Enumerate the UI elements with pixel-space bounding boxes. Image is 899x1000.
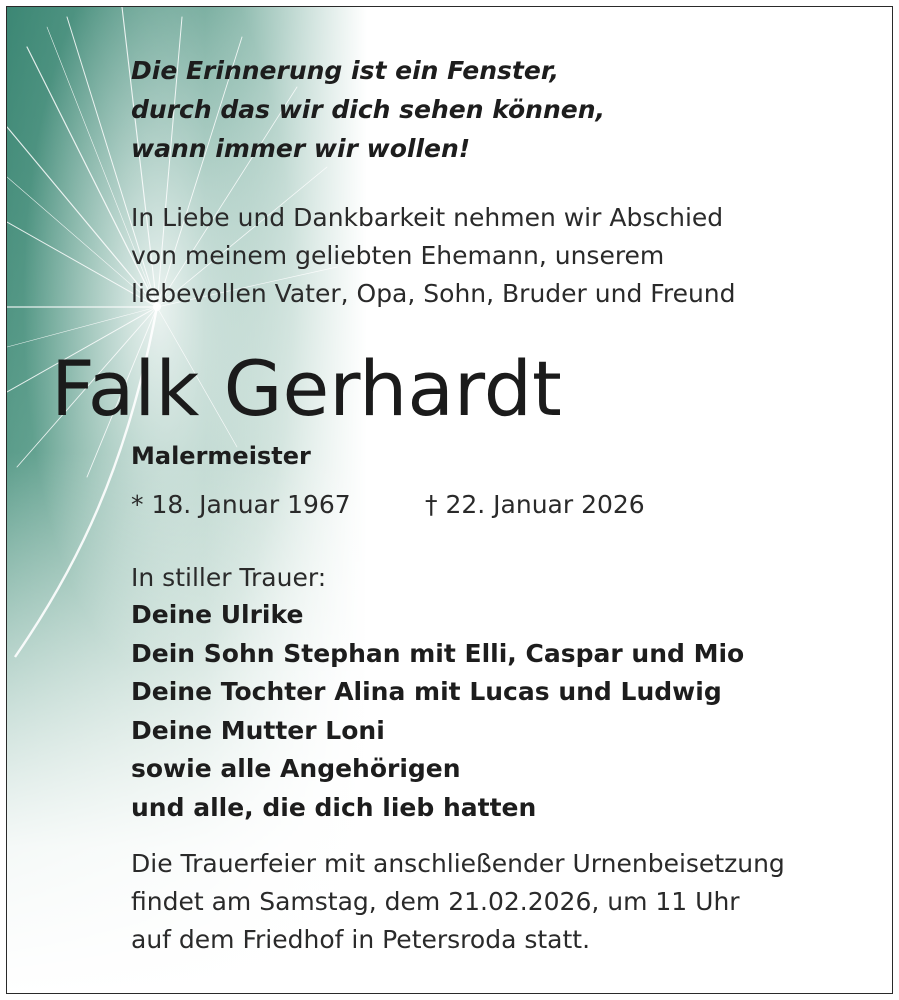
motto-line: durch das wir dich sehen können, xyxy=(131,95,606,124)
ceremony-line: Die Trauerfeier mit anschließender Urnenbeisetzung xyxy=(131,849,785,878)
deceased-name: Falk Gerhardt xyxy=(51,344,562,433)
death-date: † 22. Januar 2026 xyxy=(425,490,645,519)
mourning-label: In stiller Trauer: xyxy=(131,563,327,592)
intro-line: liebevollen Vater, Opa, Sohn, Bruder und Freund xyxy=(131,279,736,308)
mourner-entry: Deine Ulrike xyxy=(131,600,304,629)
farewell-intro xyxy=(131,199,736,313)
mourner-entry: sowie alle Angehörigen xyxy=(131,754,461,783)
intro-line: In Liebe und Dankbarkeit nehmen wir Abschied xyxy=(131,203,724,232)
birth-date: * 18. Januar 1967 xyxy=(131,490,351,519)
motto-line: wann immer wir wollen! xyxy=(131,134,471,163)
mourners-list xyxy=(131,596,744,827)
ceremony-info xyxy=(131,845,785,959)
deceased-profession: Malermeister xyxy=(131,442,311,470)
mourner-entry: und alle, die dich lieb hatten xyxy=(131,792,537,822)
mourner-entry: Deine Mutter Loni xyxy=(131,715,385,745)
motto-quote xyxy=(131,51,605,168)
mourner-entry: Dein Sohn Stephan mit Elli, Caspar und Mio xyxy=(131,638,745,668)
obituary-notice xyxy=(6,6,893,994)
ceremony-line: auf dem Friedhof in Petersroda statt. xyxy=(131,925,591,954)
motto-line: Die Erinnerung ist ein Fenster, xyxy=(131,56,559,85)
ceremony-line: findet am Samstag, dem 21.02.2026, um 11 Uhr xyxy=(131,887,740,916)
mourner-entry: Deine Tochter Alina mit Lucas und Ludwig xyxy=(131,677,722,706)
intro-line: von meinem geliebten Ehemann, unserem xyxy=(131,241,665,270)
